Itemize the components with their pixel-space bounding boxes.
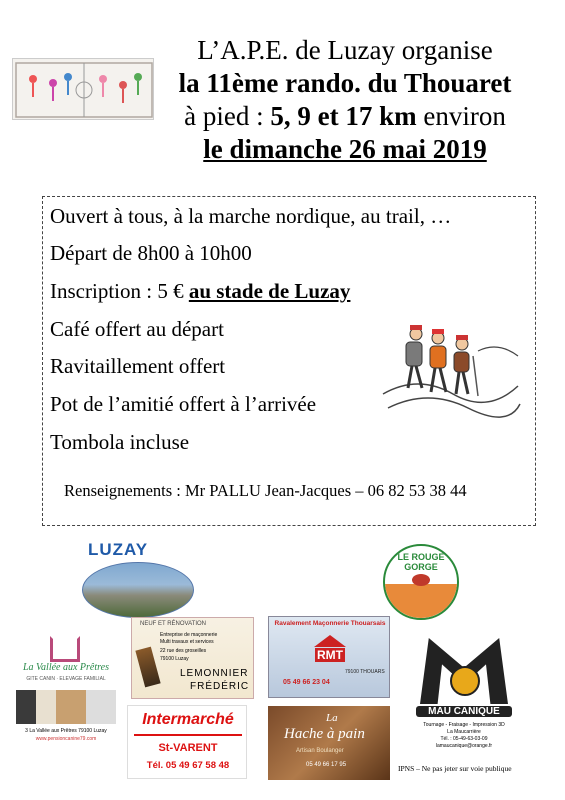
intermarche-card: [127, 705, 247, 779]
intermarche-city: St-VARENT: [158, 742, 218, 754]
rouge-gorge-text: LE ROUGE GORGE: [397, 552, 445, 572]
lemonnier-line3: 22 rue des groseilles: [160, 648, 207, 654]
maucanique-line1: Tournage - Fraisage - Impression 3D: [423, 722, 505, 728]
intermarche-logo: Intermarché: [142, 711, 234, 728]
house-icon: [50, 636, 80, 662]
rmt-roof-icon: [314, 635, 346, 647]
hache-line1: La: [326, 712, 338, 724]
hache-phone: 05 49 66 17 95: [306, 762, 347, 768]
maucanique-line3: Tél. : 05-49-63-03-09: [440, 736, 488, 742]
rmt-phone: 05 49 66 23 04: [283, 679, 330, 686]
maucanique-line4: lamaucanique@orange.fr: [435, 743, 493, 749]
lemonnier-card: [131, 617, 254, 699]
maucanique-wrench-icon: [450, 666, 480, 696]
info-ravitaillement: Ravitaillement offert: [50, 354, 226, 378]
hache-line2: Hache à pain: [284, 726, 365, 742]
lemonnier-name2: FRÉDÉRIC: [190, 681, 250, 692]
luzay-logo-text: LUZAY: [88, 540, 149, 559]
vallee-website: www.pensioncanine79.com: [35, 736, 97, 742]
rmt-city: 79100 THOUARS: [345, 669, 385, 675]
vallee-aux-pretres-card: [10, 628, 122, 748]
lemonnier-line4: 79100 Luzay: [160, 656, 189, 662]
tools-icon: [135, 647, 160, 688]
contact-info: Renseignements : Mr PALLU Jean-Jacques – 06 82 53 38 44: [64, 481, 467, 500]
rmt-logo: RMT: [317, 648, 343, 662]
vallee-title: La Vallée aux Prêtres: [22, 662, 109, 673]
info-inscription: [50, 279, 350, 304]
hache-subtitle: Artisan Boulanger: [296, 748, 344, 754]
inscription-price: Inscription : 5 €: [50, 279, 189, 303]
event-title: la 11ème rando. du Thouaret: [178, 68, 512, 98]
distances-values: 5, 9 et 17 km: [270, 101, 417, 131]
hache-a-pain-card: [268, 706, 390, 780]
info-pot: Pot de l’amitié offert à l’arrivée: [50, 392, 317, 416]
luzay-logo: [78, 540, 196, 620]
lemonnier-line2: Multi travaux et services: [160, 639, 214, 645]
bird-icon: [412, 574, 430, 586]
distances-suffix: environ: [416, 101, 506, 131]
inscription-place: au stade de Luzay: [188, 279, 351, 303]
rmt-card: [268, 616, 390, 698]
ipns-footer: IPNS – Ne pas jeter sur voie publique: [398, 764, 512, 773]
intermarche-rule: [134, 734, 242, 736]
vallee-address: 3 La Vallée aux Prêtres 79100 Luzay: [25, 728, 107, 734]
lemonnier-name1: LEMONNIER: [180, 668, 249, 679]
event-date: le dimanche 26 mai 2019: [203, 134, 487, 164]
vallee-subtitle: GITE CANIN · ELEVAGE FAMILIAL: [26, 676, 106, 682]
info-tombola: Tombola incluse: [50, 430, 190, 454]
maucanique-card: [412, 636, 516, 758]
rouge-gorge-bottom: [385, 584, 457, 620]
info-open: Ouvert à tous, à la marche nordique, au trail, …: [50, 204, 452, 228]
maucanique-name: MAU CANIQUE: [416, 706, 512, 717]
info-cafe: Café offert au départ: [50, 317, 224, 341]
kids-drawing-image: [12, 58, 154, 120]
lemonnier-top: NEUF ET RÉNOVATION: [140, 621, 207, 627]
hikers-illustration: [378, 316, 523, 418]
lemonnier-line1: Entreprise de maçonnerie: [160, 632, 218, 638]
distances-prefix: à pied :: [184, 101, 271, 131]
maucanique-line2: La Maucarrière: [447, 729, 481, 735]
rouge-gorge-logo: [383, 544, 459, 620]
luzay-photo: [82, 562, 194, 618]
info-depart: Départ de 8h00 à 10h00: [50, 241, 252, 265]
organizer-line: L’A.P.E. de Luzay organise: [197, 35, 493, 65]
dogs-photo: [16, 690, 116, 724]
distances-line: [150, 100, 540, 133]
rmt-title: Ravalement Maçonnerie Thouarsais: [274, 620, 386, 627]
intermarche-phone: Tél. 05 49 67 58 48: [146, 760, 230, 771]
